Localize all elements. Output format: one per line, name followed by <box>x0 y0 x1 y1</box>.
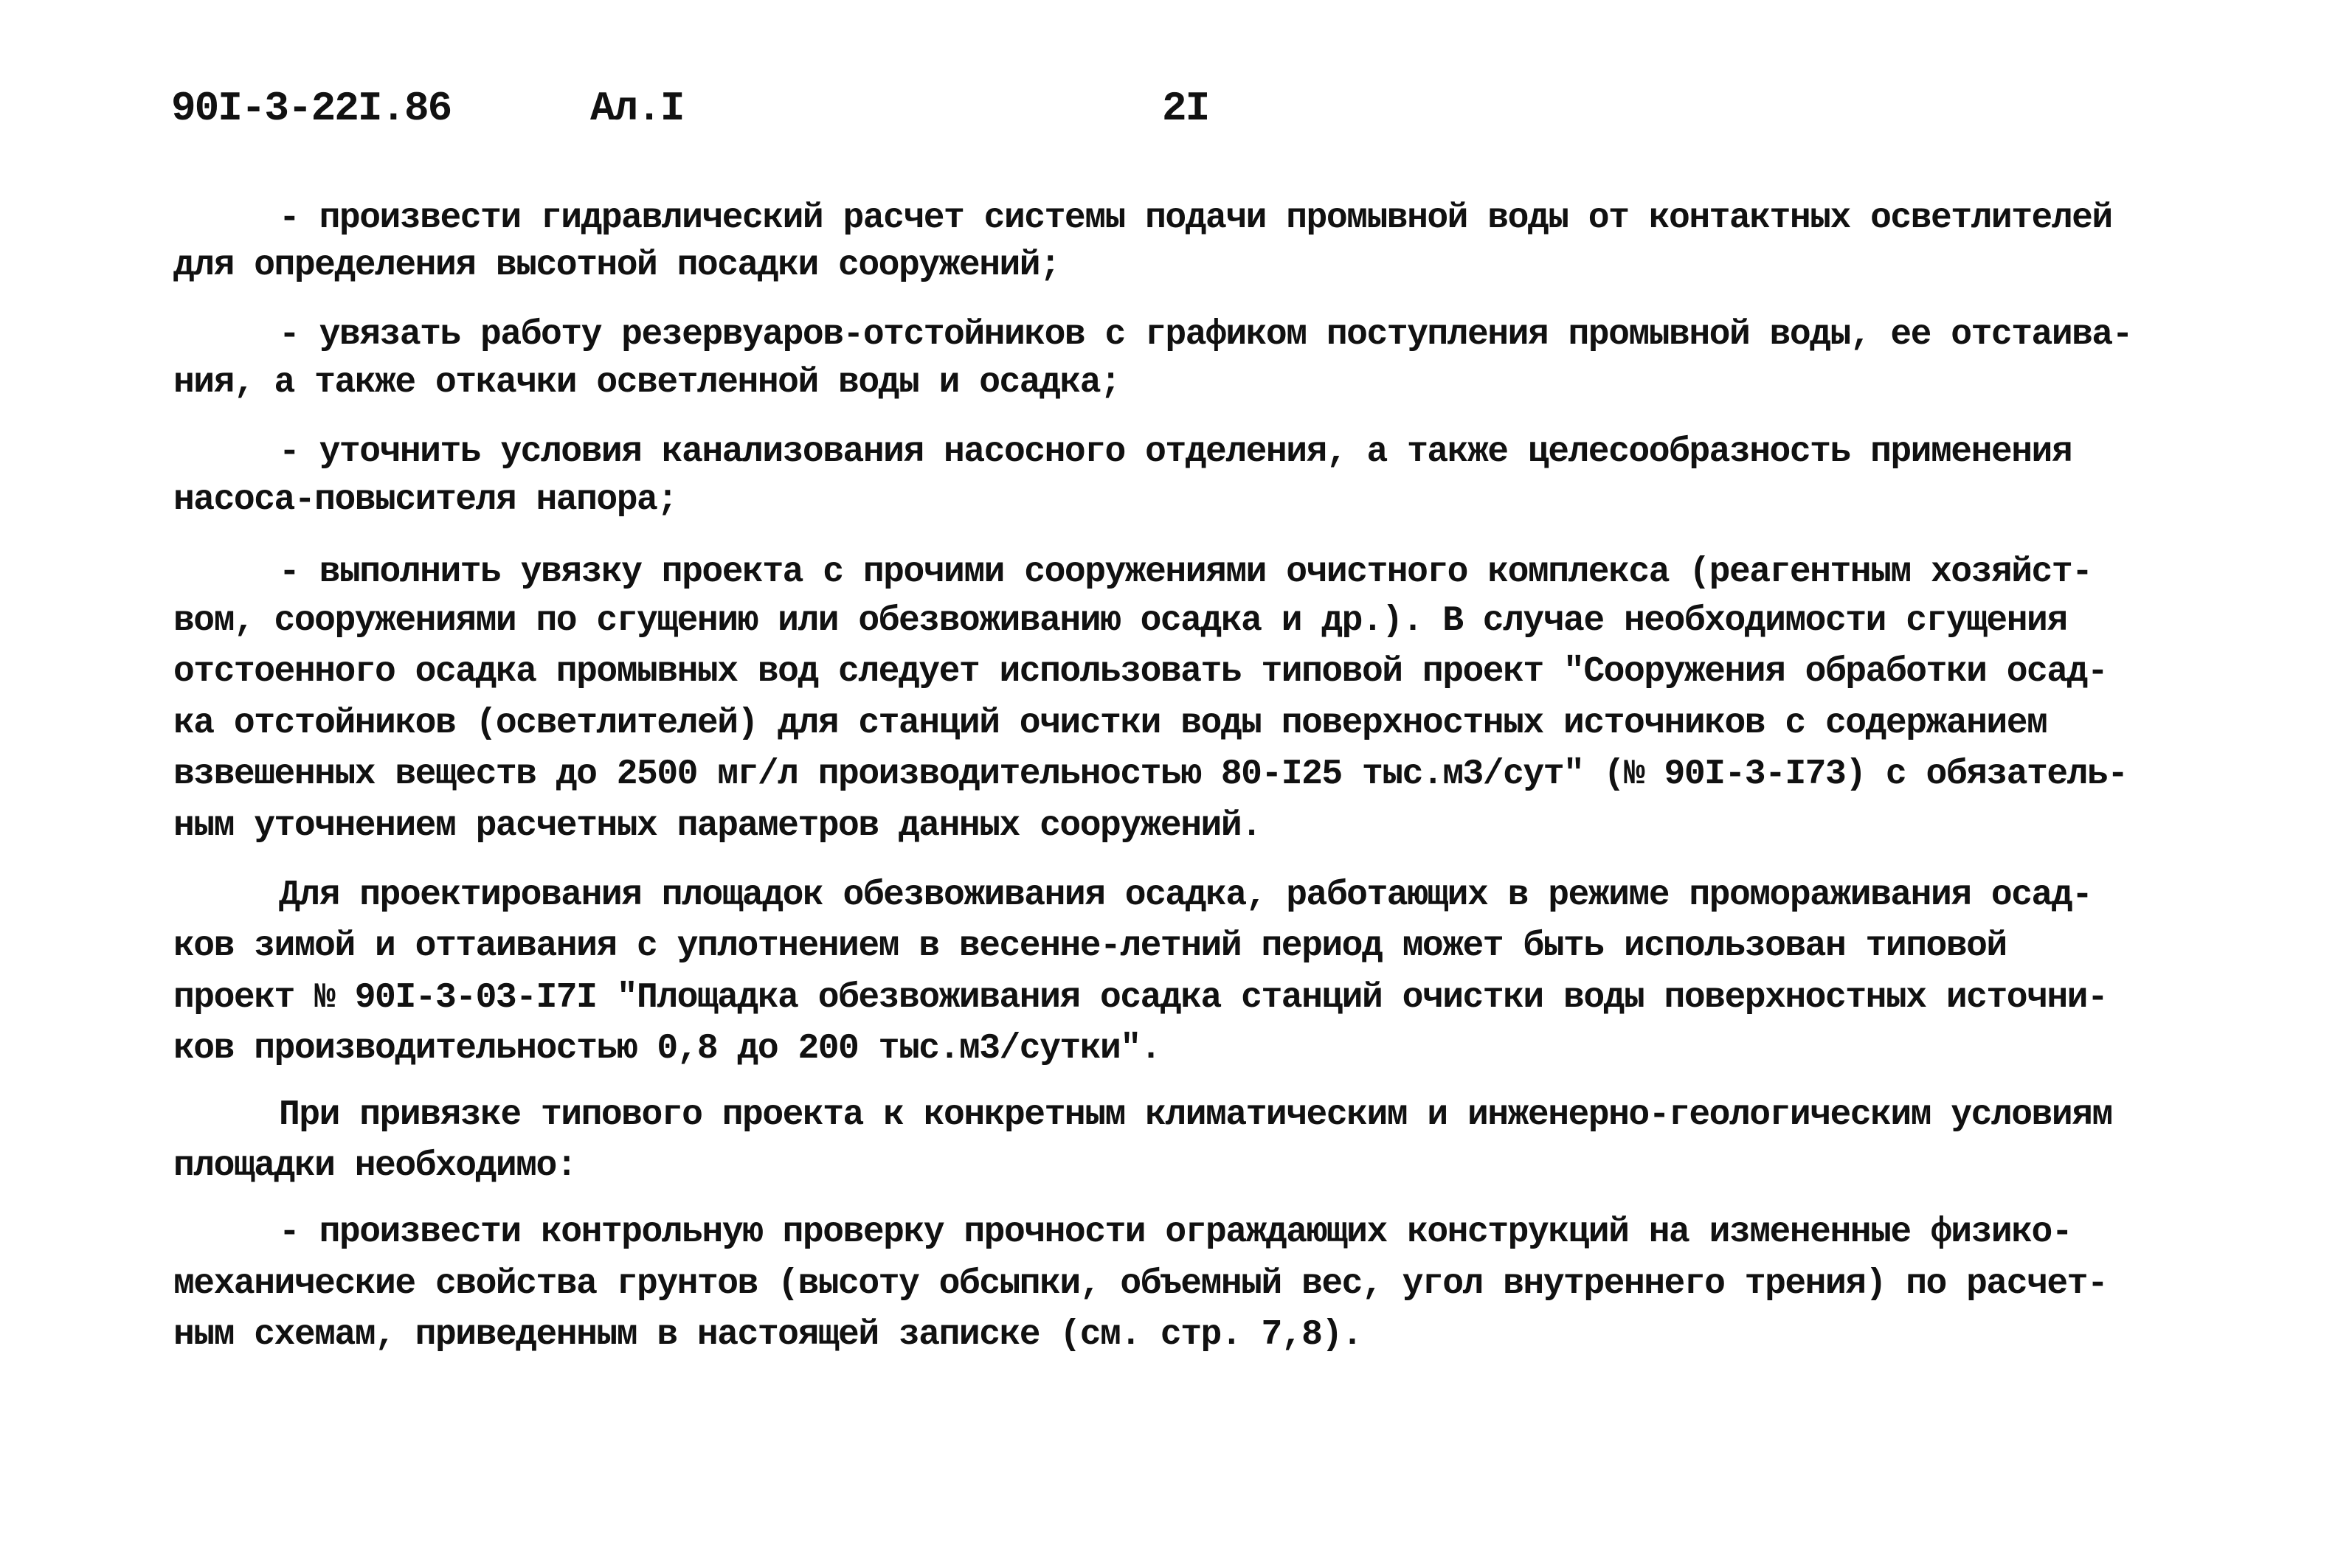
text-line: - выполнить увязку проекта с прочими сооружениями очистного комплекса (реагентным хозяйст- <box>279 552 2092 592</box>
text-line: ным уточнением расчетных параметров данных сооружений. <box>173 806 1262 846</box>
text-line: механические свойства грунтов (высоту обсыпки, объемный вес, угол внутреннего трения) по расчет- <box>173 1264 2108 1304</box>
text-line: отстоенного осадка промывных вод следует использовать типовой проект "Сооружения обработки осад- <box>173 652 2108 692</box>
text-line: насоса-повысителя напора; <box>173 480 677 520</box>
text-line: Для проектирования площадок обезвоживания осадка, работающих в режиме промораживания осад- <box>279 875 2092 915</box>
text-line: ков зимой и оттаивания с уплотнением в весенне-летний период может быть использован типовой <box>173 926 2007 966</box>
text-line: для определения высотной посадки сооружений; <box>173 246 1060 285</box>
text-line: ния, а также откачки осветленной воды и осадка; <box>173 363 1121 403</box>
album-label: Ал.I <box>590 85 684 132</box>
text-line: площадки необходимо: <box>173 1146 577 1186</box>
page-number: 2I <box>1162 85 1209 132</box>
text-line: вом, сооружениями по сгущению или обезвоживанию осадка и др.). В случае необходимости сгущения <box>173 601 2067 641</box>
text-line: При привязке типового проекта к конкретным климатическим и инженерно-геологическим условиям <box>279 1095 2112 1135</box>
text-line: ков производительностью 0,8 до 200 тыс.м3/сутки". <box>173 1029 1161 1069</box>
text-line: проект № 90I-3-03-I7I "Площадка обезвоживания осадка станций очистки воды поверхностных источни- <box>173 978 2108 1018</box>
text-line: - произвести контрольную проверку прочности ограждающих конструкций на измененные физико- <box>279 1213 2072 1252</box>
text-line: ным схемам, приведенным в настоящей записке (см. стр. 7,8). <box>173 1315 1362 1355</box>
text-line: ка отстойников (осветлителей) для станций очистки воды поверхностных источников с содержанием <box>173 704 2047 743</box>
text-line: - уточнить условия канализования насосного отделения, а также целесообразность применения <box>279 432 2072 472</box>
text-line: - увязать работу резервуаров-отстойников с графиком поступления промывной воды, ее отстаива- <box>279 315 2133 355</box>
document-code: 90I-3-22I.86 <box>171 85 452 132</box>
text-line: взвешенных веществ до 2500 мг/л производительностью 80-I25 тыс.м3/сут" (№ 90I-3-I73) с обязатель- <box>173 754 2128 794</box>
text-line: - произвести гидравлический расчет системы подачи промывной воды от контактных осветлителей <box>279 198 2112 238</box>
